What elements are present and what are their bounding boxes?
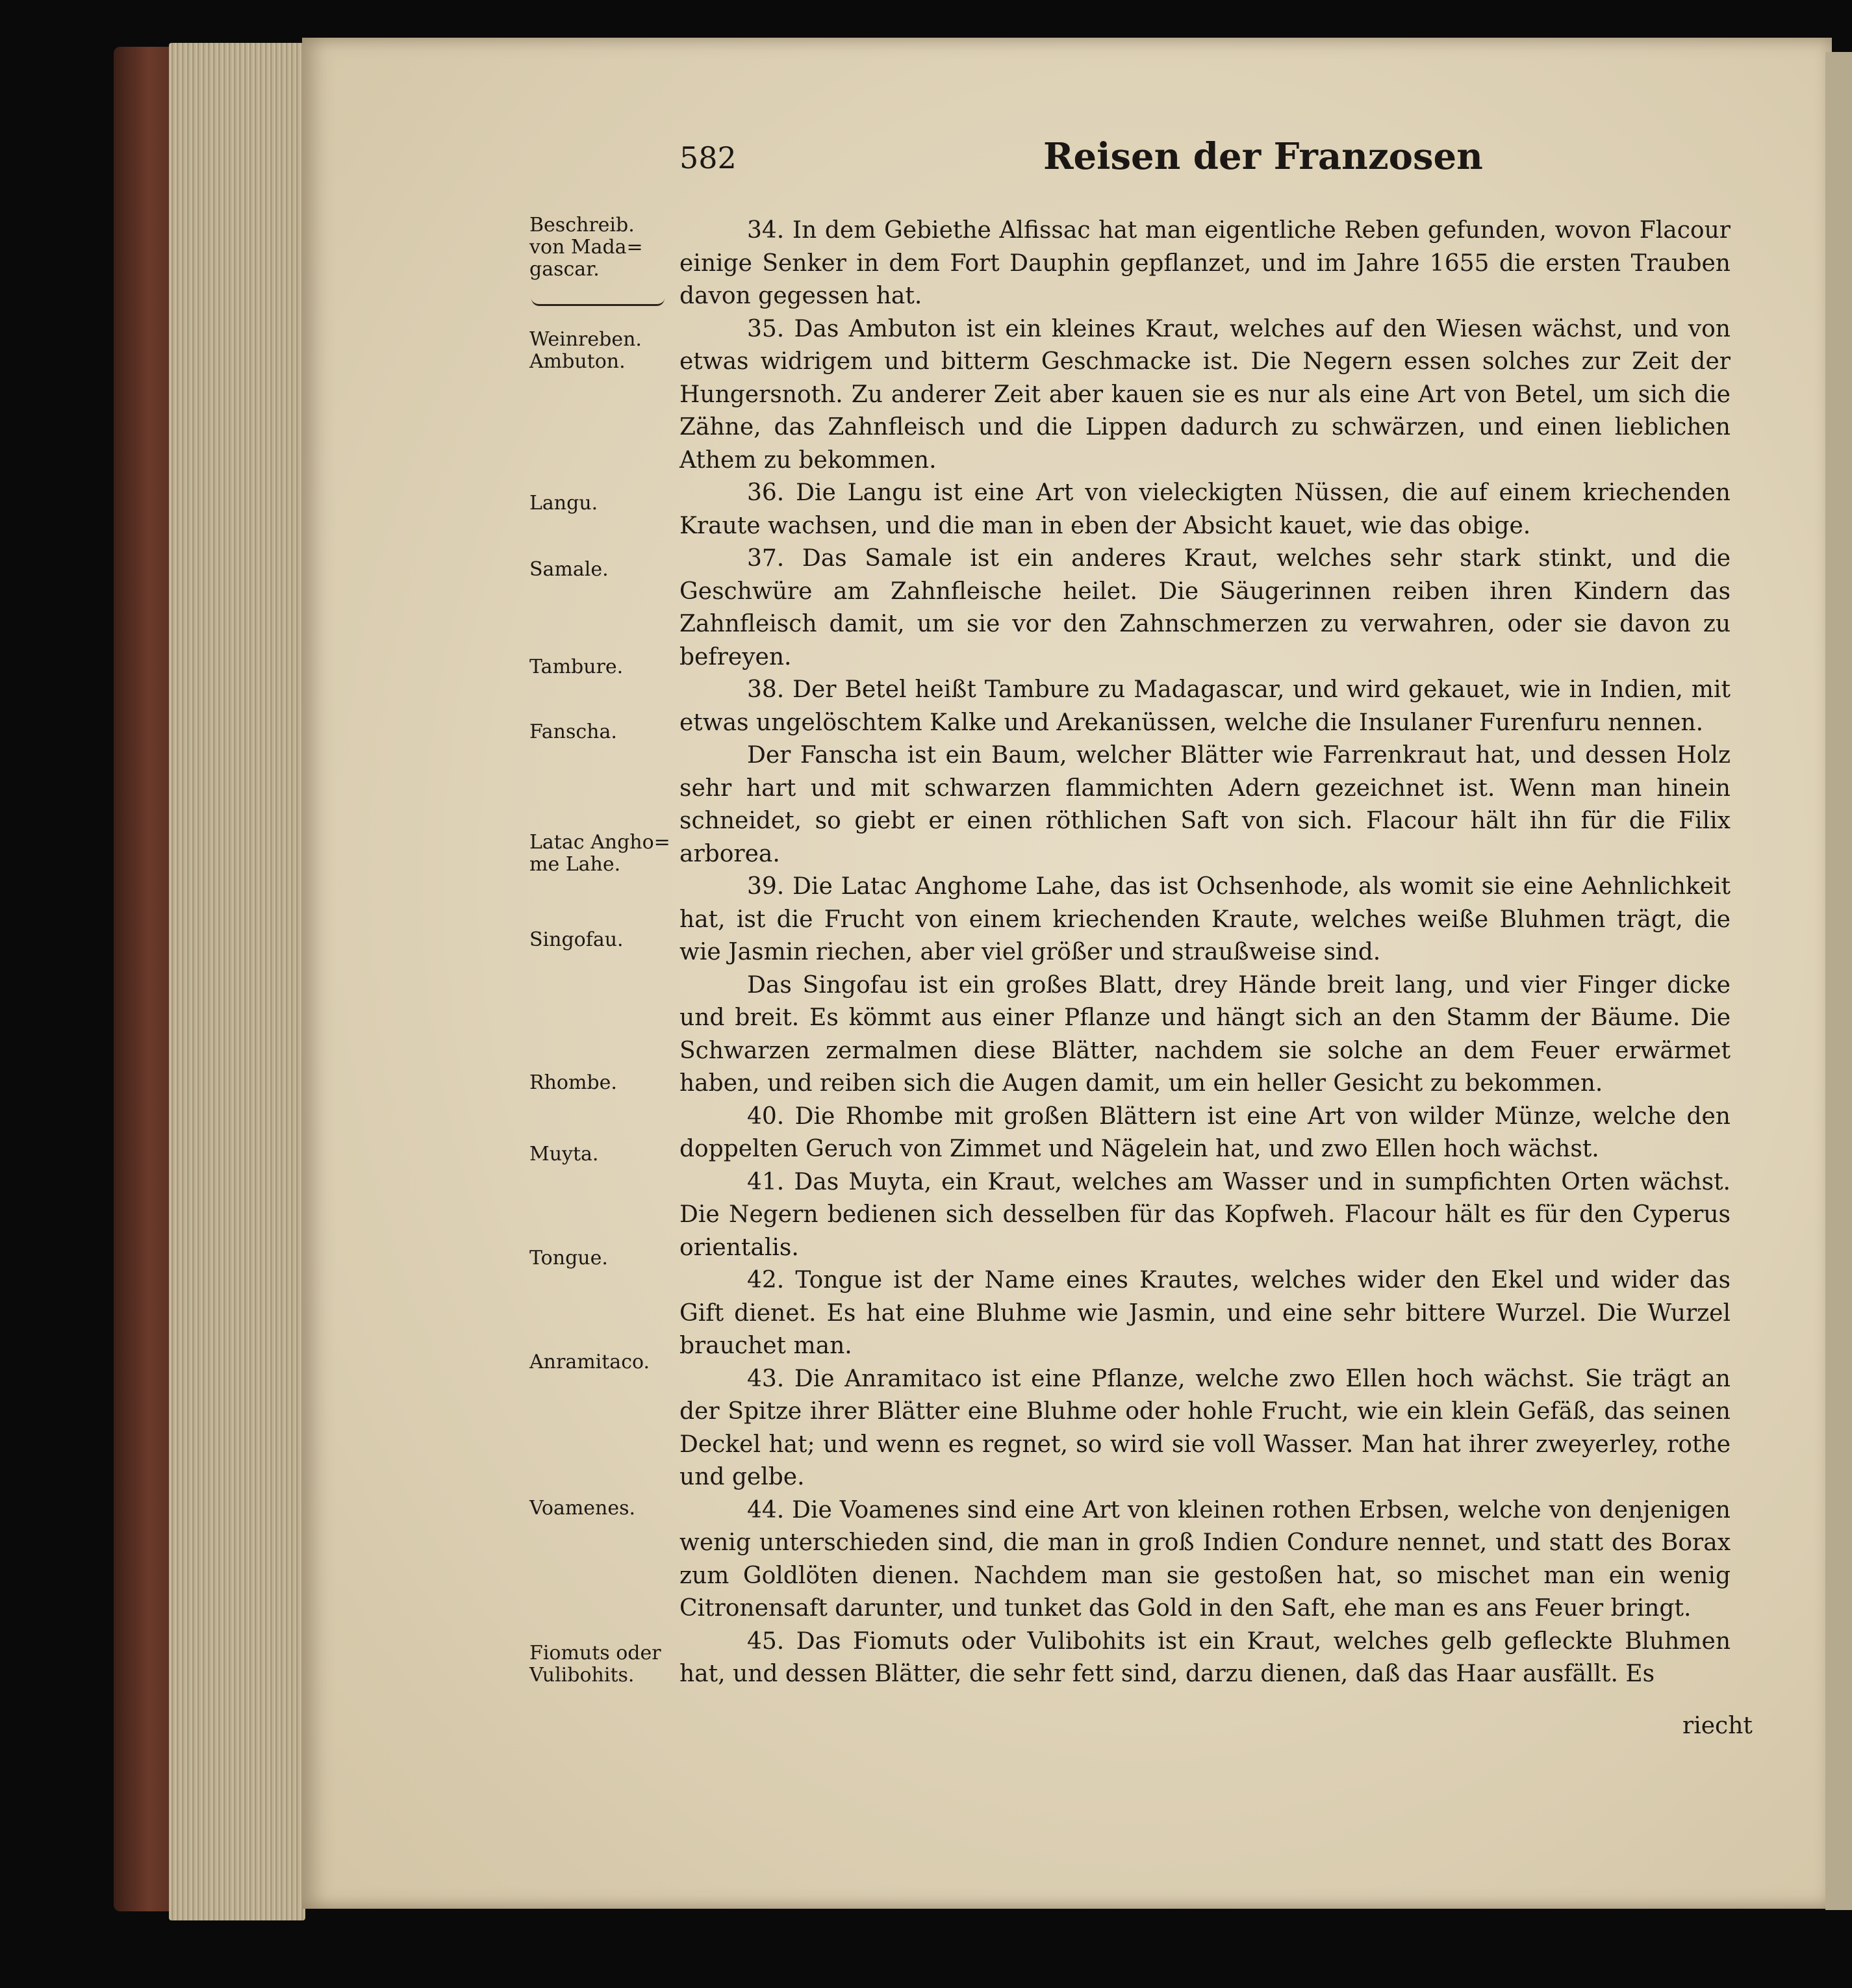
paragraph: 39. Die Latac Anghome Lahe, das ist Ochsenhode, als womit sie eine Aehnlichkeit hat, ist die Frucht von einem kriechenden Kraute, welches weiße Bluhmen trägt, die wie Jasmin riechen, aber viel größer und straußweise sind. — [679, 873, 1731, 965]
paragraph: 36. Die Langu ist eine Art von vieleckigten Nüssen, die auf einem kriechenden Kraute wachsen, und die man in eben der Absicht kauet, wie das obige. — [679, 479, 1731, 539]
margin-note: Singofau. — [529, 928, 624, 951]
paragraph: 37. Das Samale ist ein anderes Kraut, welches sehr stark stinkt, und die Geschwüre am Zahnfleische heilet. Die Säugerinnen reiben ihren Kindern das Zahnfleisch damit, um sie vor den Zahnschmerzen zu verwahren, oder sie davon zu befreyen. — [679, 545, 1731, 670]
facing-page-edge — [1825, 52, 1852, 1910]
margin-bracket — [531, 294, 665, 306]
margin-note: Muyta. — [529, 1143, 599, 1166]
margin-note: Langu. — [529, 492, 598, 515]
margin-note: Weinreben. Ambuton. — [529, 328, 642, 373]
margin-note: Fanscha. — [529, 720, 617, 743]
paragraph: 38. Der Betel heißt Tambure zu Madagascar, und wird gekauet, wie in Indien, mit etwas ungelöschtem Kalke und Arekanüssen, welche die Insulaner Furenfuru nennen. — [679, 676, 1731, 736]
paragraph: 40. Die Rhombe mit großen Blättern ist eine Art von wilder Münze, welche den doppelten Geruch von Zimmet und Nägelein hat, und zwo Ellen hoch wächst. — [679, 1102, 1731, 1162]
margin-note: Fiomuts oder Vulibohits. — [529, 1642, 661, 1687]
catchword: riecht — [1682, 1713, 1753, 1739]
body-text — [679, 214, 1731, 1691]
page-edges — [169, 43, 305, 1920]
margin-note: Latac Angho= me Lahe. — [529, 831, 670, 876]
margin-note: Rhombe. — [529, 1071, 617, 1094]
margin-note: Beschreib. von Mada= gascar. — [529, 214, 643, 281]
running-title: Reisen der Franzosen — [1043, 135, 1483, 178]
paragraph: 43. Die Anramitaco ist eine Pflanze, welche zwo Ellen hoch wächst. Sie trägt an der Spitze ihrer Blätter eine Bluhme oder hohle Frucht, wie ein klein Gefäß, das seinen Deckel hat; und wenn es regnet, so wird sie voll Wasser. Man hat ihrer zweyerley, rothe und gelbe. — [679, 1365, 1731, 1490]
paragraph: 42. Tongue ist der Name eines Krautes, welches wider den Ekel und wider das Gift dienet. Es hat eine Bluhme wie Jasmin, und eine sehr bittere Wurzel. Die Wurzel brauchet man. — [679, 1267, 1731, 1359]
page-header — [679, 135, 1673, 181]
paragraph: Das Singofau ist ein großes Blatt, drey Hände breit lang, und vier Finger dicke und breit. Es kömmt aus einer Pflanze und hängt sich an den Stamm der Bäume. Die Schwarzen zermalmen diese Blätter, nachdem sie solche an dem Feuer erwärmet haben, und reiben sich die Augen damit, um ein heller Gesicht zu bekommen. — [679, 971, 1731, 1097]
paragraph: 45. Das Fiomuts oder Vulibohits ist ein Kraut, welches gelb gefleckte Bluhmen hat, und dessen Blätter, die sehr fett sind, darzu dienen, daß das Haar ausfällt. Es — [679, 1627, 1731, 1687]
margin-note: Tambure. — [529, 656, 624, 678]
paragraph: 35. Das Ambuton ist ein kleines Kraut, welches auf den Wiesen wächst, und von etwas widrigem und bitterm Geschmacke ist. Die Negern essen solches zur Zeit der Hungersnoth. Zu anderer Zeit aber kauen sie es nur als eine Art von Betel, um sich die Zähne, das Zahnfleisch und die Lippen dadurch zu schwärzen, und einen lieblichen Athem zu bekommen. — [679, 315, 1731, 474]
margin-note: Voamenes. — [529, 1497, 636, 1520]
margin-note: Anramitaco. — [529, 1351, 650, 1373]
paragraph: 41. Das Muyta, ein Kraut, welches am Wasser und in sumpfichten Orten wächst. Die Negern bedienen sich desselben für das Kopfweh. Flacour hält es für den Cyperus orientalis. — [679, 1168, 1731, 1261]
margin-note: Tongue. — [529, 1247, 608, 1269]
page-number: 582 — [679, 140, 737, 175]
margin-note: Samale. — [529, 558, 609, 581]
paragraph: 44. Die Voamenes sind eine Art von kleinen rothen Erbsen, welche von denjenigen wenig unterschieden sind, die man in groß Indien Condure nennet, und statt des Borax zum Goldlöten dienen. Nachdem man sie gestoßen hat, so mischet man ein wenig Citronensaft darunter, und tunket das Gold in den Saft, ehe man es ans Feuer bringt. — [679, 1496, 1731, 1622]
paragraph: 34. In dem Gebiethe Alfissac hat man eigentliche Reben gefunden, wovon Flacour einige Senker in dem Fort Dauphin gepflanzet, und im Jahre 1655 die ersten Trauben davon gegessen hat. — [679, 217, 1731, 309]
paragraph: Der Fanscha ist ein Baum, welcher Blätter wie Farrenkraut hat, und dessen Holz sehr hart und mit schwarzen flammichten Adern gezeichnet ist. Wenn man hinein schneidet, so giebt er einen röthlichen Saft von sich. Flacour hält ihn für die Filix arborea. — [679, 742, 1731, 867]
